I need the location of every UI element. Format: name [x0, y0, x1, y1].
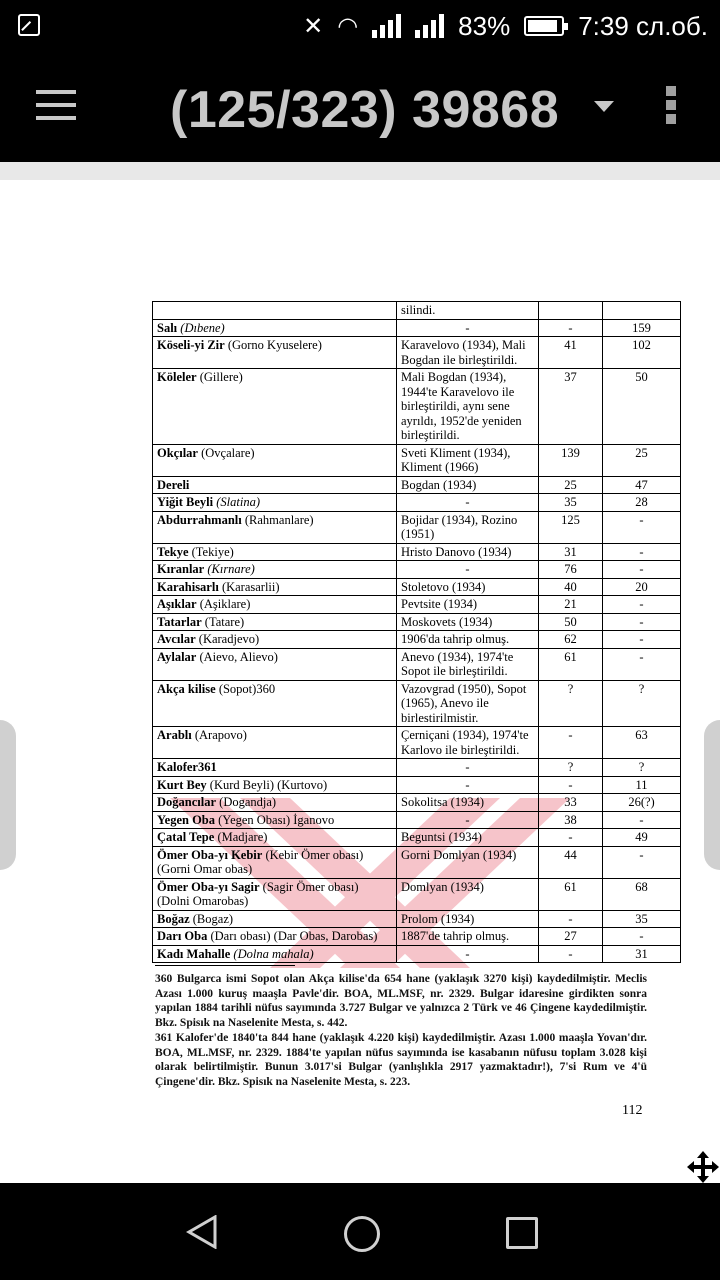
- cell-col3: ?: [539, 680, 603, 727]
- village-name: Karahisarlı: [157, 579, 219, 594]
- village-name: Boğaz: [157, 911, 190, 926]
- cell-col3: 61: [539, 878, 603, 910]
- cell-col3: 37: [539, 369, 603, 445]
- table-row: [153, 613, 681, 631]
- cell-col3: 76: [539, 561, 603, 579]
- cell-col4: 25: [603, 444, 681, 476]
- cell-new-name: Gorni Domlyan (1934): [397, 846, 539, 878]
- cell-col3: 44: [539, 846, 603, 878]
- cell-old-name: [153, 596, 397, 614]
- cell-col3: 38: [539, 811, 603, 829]
- village-name: Arablı: [157, 728, 192, 742]
- cell-col3: 40: [539, 578, 603, 596]
- cell-old-name: [153, 648, 397, 680]
- village-name: Aşıklar: [157, 597, 197, 611]
- chevron-down-icon[interactable]: [594, 101, 614, 112]
- gallery-notification-icon: [18, 14, 40, 36]
- village-name: Aylalar: [157, 649, 197, 664]
- cell-old-name: [153, 631, 397, 649]
- signal-2-icon: [415, 14, 444, 38]
- footnote-360: 360 Bulgarca ismi Sopot olan Akça kilise'da 654 hane (yaklaşık 3270 kişi) kaydedilmiştir. Meclis Azası 1.000 kuruş maaşla Pavle'dir. BOA, ML.MSF, nr. 2329. Bulgar idaresine girdikten sonra yapılan 1884 tarihli nüfus sayımında 3.727 Bulgar ve yalnızca 2 Türk ve 46 Çingene kaydedilmiştir. Bkz. Spisık na Naselenite Mesta, s. 442.: [155, 973, 647, 1029]
- table-row: [153, 794, 681, 812]
- cell-new-name: silindi.: [397, 302, 539, 320]
- village-name: Kıranlar: [157, 562, 205, 576]
- table-row: [153, 727, 681, 759]
- village-name: Kalofer361: [157, 760, 217, 774]
- village-name: Avcılar: [157, 632, 196, 646]
- cell-col3: 33: [539, 794, 603, 812]
- footnotes: [155, 965, 647, 1090]
- village-alt-name: (Karadjevo): [198, 632, 260, 646]
- village-name: Dereli: [157, 477, 190, 492]
- table-row: [153, 578, 681, 596]
- cell-old-name: [153, 794, 397, 812]
- table-row: [153, 631, 681, 649]
- cell-col3: -: [539, 910, 603, 928]
- cell-new-name: Vazovgrad (1950), Sopot (1965), Anevo ile birlestirilmistir.: [397, 680, 539, 727]
- cell-new-name: -: [397, 319, 539, 337]
- cell-new-name: Çerniçani (1934), 1974'te Karlovo ile birleştirildi.: [397, 727, 539, 759]
- cell-col4: -: [603, 596, 681, 614]
- table-row: [153, 648, 681, 680]
- clock: 7:39 сл.об.: [578, 10, 708, 41]
- table-row: [153, 319, 681, 337]
- village-name: Doğancılar: [157, 795, 217, 809]
- cell-new-name: Karavelovo (1934), Mali Bogdan ile birleştirildi.: [397, 337, 539, 369]
- cell-col4: 159: [603, 319, 681, 337]
- cell-col3: 27: [539, 928, 603, 946]
- cell-new-name: 1887'de tahrip olmuş.: [397, 928, 539, 946]
- village-name: Kadı Mahalle: [157, 946, 231, 961]
- back-icon[interactable]: [186, 1215, 218, 1249]
- page-number: 112: [622, 1103, 643, 1118]
- cell-new-name: 1906'da tahrip olmuş.: [397, 631, 539, 649]
- cell-new-name: -: [397, 811, 539, 829]
- footnote-361: 361 Kalofer'de 1840'ta 844 hane (yaklaşık 4.220 kişi) kaydedilmiştir. Azası 1.000 maaşla Yovan'dır. BOA, ML.MSF, nr. 2329. 1884'te yapılan nüfus sayımında ise kasabanın nüfusu toplam 3.028 kişi olarak belirtilmiştir. Bunun 3.017'si Bulgar (yanlışlıkla 2917 yazmaktadır!), 7'si Rum ve 4'ü Çingene'dir. Bkz. Spisık na Naselenite Mesta, s. 223.: [155, 1032, 647, 1088]
- table-row: [153, 561, 681, 579]
- cell-col4: 20: [603, 578, 681, 596]
- cell-col4: ?: [603, 680, 681, 727]
- scroll-handle-left[interactable]: [0, 720, 16, 870]
- cell-new-name: Mali Bogdan (1934), 1944'te Karavelovo ile birleştirildi, aynı sene ayrıldı, 1952'de yeniden birleştirildi.: [397, 369, 539, 445]
- move-icon[interactable]: [686, 1150, 720, 1183]
- app-bar: [0, 52, 720, 162]
- cell-col4: ?: [603, 759, 681, 777]
- cell-col4: -: [603, 846, 681, 878]
- village-alt-name: (Slatina): [216, 495, 261, 509]
- cell-new-name: Sveti Kliment (1934), Kliment (1966): [397, 444, 539, 476]
- table-row: [153, 511, 681, 543]
- village-name: Ömer Oba-yı Sagir: [157, 879, 260, 894]
- cell-new-name: -: [397, 494, 539, 512]
- cell-col3: -: [539, 319, 603, 337]
- page-title[interactable]: (125/323) 39868: [170, 81, 560, 139]
- toolbar-divider: [0, 162, 720, 181]
- cell-new-name: Hristo Danovo (1934): [397, 543, 539, 561]
- cell-old-name: [153, 543, 397, 561]
- cell-old-name: [153, 878, 397, 910]
- cell-new-name: Beguntsi (1934): [397, 829, 539, 847]
- cell-col4: 102: [603, 337, 681, 369]
- table-row: [153, 829, 681, 847]
- village-name: Tatarlar: [157, 614, 202, 629]
- table-row: [153, 444, 681, 476]
- cell-col4: 63: [603, 727, 681, 759]
- cell-col4: 49: [603, 829, 681, 847]
- cell-col3: 139: [539, 444, 603, 476]
- village-alt-name: (Bogaz): [192, 911, 234, 926]
- table-row: [153, 494, 681, 512]
- cell-new-name: -: [397, 561, 539, 579]
- cell-old-name: [153, 369, 397, 445]
- village-name: Tekye: [157, 544, 189, 559]
- cell-old-name: [153, 759, 397, 777]
- cell-col3: [539, 302, 603, 320]
- cell-col4: -: [603, 613, 681, 631]
- cell-old-name: [153, 680, 397, 727]
- signal-1-icon: [372, 14, 401, 38]
- table-row: [153, 596, 681, 614]
- cell-old-name: [153, 910, 397, 928]
- village-alt-name: (Gillere): [199, 370, 243, 384]
- village-alt-name: (Dolna mahala): [233, 946, 314, 961]
- cell-col3: -: [539, 776, 603, 794]
- mute-icon: ✕: [303, 12, 324, 40]
- table-row: [153, 680, 681, 727]
- table-row: [153, 476, 681, 494]
- village-name: Okçılar: [157, 445, 198, 460]
- village-alt-name: (Kırnare): [207, 562, 255, 576]
- village-alt-name: (Gorno Kyuselere): [227, 338, 322, 352]
- table-row: [153, 928, 681, 946]
- village-alt-name: (Aşiklare): [199, 597, 251, 611]
- table-row: [153, 945, 681, 963]
- village-alt-name: (Rahmanlare): [244, 512, 314, 527]
- table-row: [153, 759, 681, 777]
- cell-col3: -: [539, 727, 603, 759]
- village-alt-name: (Darı obası) (Dar Obas, Darobas): [210, 929, 378, 943]
- cell-new-name: -: [397, 945, 539, 963]
- cell-old-name: [153, 476, 397, 494]
- cell-col4: 35: [603, 910, 681, 928]
- cell-col3: 21: [539, 596, 603, 614]
- cell-col4: -: [603, 511, 681, 543]
- village-alt-name: (Kurd Beyli) (Kurtovo): [209, 777, 328, 792]
- cell-col4: 50: [603, 369, 681, 445]
- cell-col4: [603, 302, 681, 320]
- status-bar: [0, 0, 720, 52]
- cell-col4: 68: [603, 878, 681, 910]
- cell-new-name: Prolom (1934): [397, 910, 539, 928]
- table-row: [153, 302, 681, 320]
- cell-col3: 25: [539, 476, 603, 494]
- village-name: Yiğit Beyli: [157, 495, 214, 509]
- cell-col4: -: [603, 543, 681, 561]
- table-row: [153, 337, 681, 369]
- village-name: Salı: [157, 320, 178, 335]
- cell-old-name: [153, 319, 397, 337]
- village-alt-name: (Yegen Obası) İganovo: [218, 812, 335, 827]
- village-alt-name: (Dogandja): [219, 795, 277, 809]
- village-name: Köleler: [157, 370, 197, 384]
- cell-new-name: Bogdan (1934): [397, 476, 539, 494]
- recent-apps-icon[interactable]: [506, 1217, 538, 1249]
- village-name: Akça kilise: [157, 681, 216, 696]
- battery-percent: 83%: [458, 10, 511, 41]
- cell-old-name: [153, 511, 397, 543]
- table-row: [153, 369, 681, 445]
- table-row: [153, 878, 681, 910]
- cell-col4: 31: [603, 945, 681, 963]
- table-row: [153, 811, 681, 829]
- cell-col3: 62: [539, 631, 603, 649]
- cell-old-name: [153, 811, 397, 829]
- cell-col3: 35: [539, 494, 603, 512]
- village-alt-name: (Aievo, Alievo): [199, 649, 278, 664]
- home-icon[interactable]: [344, 1216, 380, 1252]
- cell-old-name: [153, 561, 397, 579]
- village-name: Kurt Bey: [157, 777, 207, 792]
- cell-new-name: Stoletovo (1934): [397, 578, 539, 596]
- village-alt-name: (Arapovo): [194, 728, 247, 742]
- cell-new-name: -: [397, 776, 539, 794]
- cell-new-name: Pevtsite (1934): [397, 596, 539, 614]
- village-alt-name: (Tekiye): [191, 544, 234, 559]
- cell-col3: 125: [539, 511, 603, 543]
- cell-old-name: [153, 578, 397, 596]
- village-alt-name: (Sagir Ömer obası) (Dolni Omarobas): [157, 879, 359, 908]
- table-row: [153, 910, 681, 928]
- menu-icon[interactable]: [36, 90, 76, 124]
- cell-new-name: Moskovets (1934): [397, 613, 539, 631]
- cell-old-name: [153, 337, 397, 369]
- cell-old-name: [153, 776, 397, 794]
- navigation-bar: [0, 1183, 720, 1280]
- village-alt-name: (Ovçalare): [201, 445, 255, 460]
- village-alt-name: (Sopot)360: [218, 681, 276, 696]
- cell-col3: 50: [539, 613, 603, 631]
- village-alt-name: (Kebir Ömer obası) (Gorni Omar obas): [157, 847, 364, 876]
- cell-col3: -: [539, 945, 603, 963]
- village-name: Ömer Oba-yı Kebir: [157, 847, 263, 862]
- cell-col4: 47: [603, 476, 681, 494]
- cell-col4: -: [603, 561, 681, 579]
- wifi-icon: ◠: [337, 12, 359, 40]
- cell-col4: 26(?): [603, 794, 681, 812]
- document-page[interactable]: [0, 180, 720, 1183]
- table-row: [153, 846, 681, 878]
- cell-old-name: [153, 613, 397, 631]
- cell-col3: ?: [539, 759, 603, 777]
- village-name: Darı Oba: [157, 929, 208, 943]
- cell-col4: -: [603, 648, 681, 680]
- cell-old-name: [153, 928, 397, 946]
- cell-col4: 11: [603, 776, 681, 794]
- cell-old-name: [153, 727, 397, 759]
- cell-old-name: [153, 829, 397, 847]
- village-alt-name: (Madjare): [217, 830, 268, 844]
- villages-table: [152, 301, 681, 963]
- cell-col3: 61: [539, 648, 603, 680]
- scroll-handle-right[interactable]: [704, 720, 720, 870]
- table-row: [153, 543, 681, 561]
- village-alt-name: (Dıbene): [180, 320, 225, 335]
- village-name: Çatal Tepe: [157, 830, 215, 844]
- table-row: [153, 776, 681, 794]
- cell-col4: -: [603, 928, 681, 946]
- cell-new-name: -: [397, 759, 539, 777]
- village-name: Köseli-yi Zir: [157, 338, 225, 352]
- cell-new-name: Sokolitsa (1934): [397, 794, 539, 812]
- cell-old-name: [153, 302, 397, 320]
- village-name: Abdurrahmanlı: [157, 512, 242, 527]
- village-alt-name: (Tatare): [204, 614, 245, 629]
- cell-col4: -: [603, 631, 681, 649]
- cell-col3: 41: [539, 337, 603, 369]
- cell-col3: -: [539, 829, 603, 847]
- cell-new-name: Bojidar (1934), Rozino (1951): [397, 511, 539, 543]
- village-name: Yegen Oba: [157, 812, 215, 827]
- cell-new-name: Domlyan (1934): [397, 878, 539, 910]
- battery-icon: [524, 16, 564, 36]
- cell-col4: -: [603, 811, 681, 829]
- cell-col4: 28: [603, 494, 681, 512]
- cell-old-name: [153, 444, 397, 476]
- cell-col3: 31: [539, 543, 603, 561]
- cell-new-name: Anevo (1934), 1974'te Sopot ile birleştirildi.: [397, 648, 539, 680]
- cell-old-name: [153, 494, 397, 512]
- more-options-icon[interactable]: [666, 86, 676, 128]
- cell-old-name: [153, 945, 397, 963]
- cell-old-name: [153, 846, 397, 878]
- village-alt-name: (Karasarlii): [221, 579, 280, 594]
